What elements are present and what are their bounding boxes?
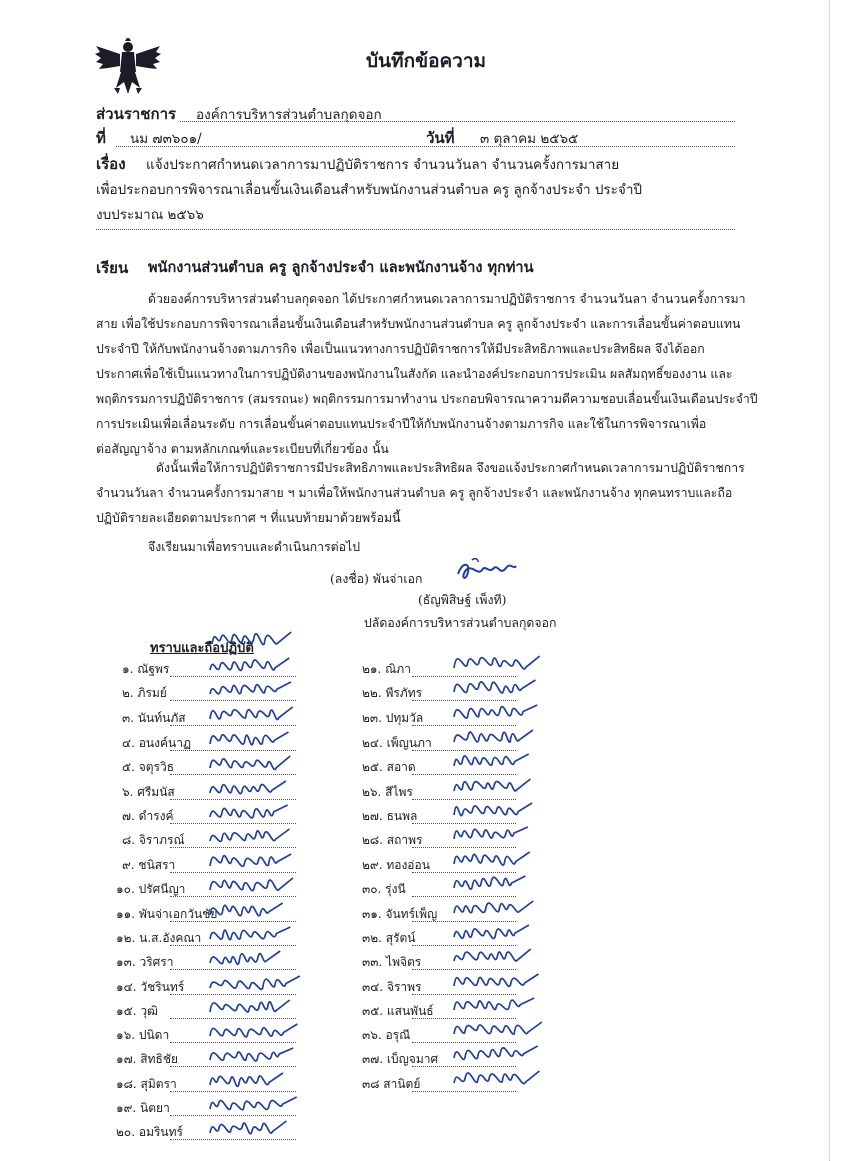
ref-number: นม ๗๓๖๐๑/	[130, 131, 202, 147]
signature-mark	[454, 754, 529, 766]
signed-prefix: (ลงชื่อ) พันจ่าเอก	[330, 572, 423, 586]
acknowledge-list-item: ๓๕. แสนพันธ์	[362, 1004, 434, 1018]
agency-name: องค์การบริหารส่วนตำบลกุดจอก	[196, 107, 382, 123]
signature-mark	[210, 732, 288, 745]
to-recipients: พนักงานส่วนตำบล ครู ลูกจ้างประจำ และพนักงานจ้าง ทุกท่าน	[148, 259, 534, 276]
acknowledge-list-item: ๒๖. สีไพร	[362, 785, 413, 799]
signature-mark	[454, 901, 533, 913]
signature-mark	[210, 682, 291, 694]
acknowledge-list-item: ๓๐. รุ่งนี	[362, 882, 406, 896]
acknowledge-list-item: ๒๔. เพ็ญนภา	[362, 736, 432, 750]
acknowledge-list-item: ๓๘ สานิตย์	[362, 1077, 421, 1091]
signer-name: (ธัญพิสิษฐ์ เพ็งที)	[418, 593, 507, 607]
paragraph-1-line: ต่อสัญญาจ้าง ตามหลักเกณฑ์และระเบียบที่เกี่ยวข้อง นั้น	[96, 442, 389, 456]
acknowledge-list-item: ๖. ศรีมนัส	[122, 785, 175, 799]
paragraph-1-line: ประจำปี ให้กับพนักงานจ้างตามภารกิจ เพื่อเป็นแนวทางการปฏิบัติราชการให้มีประสิทธิภาพและประสิทธิผล จึงได้ออก	[96, 342, 705, 356]
subject-line-1: แจ้งประกาศกำหนดเวลาการมาปฏิบัติราชการ จำนวนวันลา จำนวนครั้งการมาสาย	[146, 157, 620, 173]
signature-mark	[210, 1097, 297, 1110]
acknowledge-list-item: ๒๐. อมรินทร์	[116, 1125, 183, 1139]
acknowledge-list-item: ๒๓. ปทุมวัล	[362, 711, 424, 725]
signature-mark	[454, 974, 538, 986]
acknowledge-list-item: ๑๘. สุมิตรา	[116, 1077, 177, 1091]
acknowledge-list-item: ๑๐. ปรัศนีญา	[116, 882, 186, 896]
paragraph-1-line: ประกาศเพื่อใช้เป็นแนวทางในการปฏิบัติงานของพนักงานในสังกัด และนำองค์ประกอบการประเมิน ผลสัมฤทธิ์ของงาน และ	[96, 367, 733, 381]
signature-mark	[210, 658, 289, 670]
acknowledge-list-item: ๑๙. นิตยา	[116, 1101, 170, 1115]
acknowledge-list-item: ๒. ภิรมย์	[122, 686, 167, 700]
signature-mark	[210, 1024, 297, 1037]
acknowledge-list-item: ๕. จตุรวิธ	[122, 760, 175, 774]
signature-mark	[210, 707, 293, 720]
signature-mark	[454, 705, 537, 718]
signature-mark	[454, 925, 529, 939]
closing-text: จึงเรียนมาเพื่อทราบและดำเนินการต่อไป	[148, 540, 361, 554]
signature-mark	[210, 805, 288, 818]
acknowledge-list-item: ๔. อนงค์นาฏ	[122, 736, 192, 750]
acknowledge-list-item: ๗. ดำรงค์	[122, 809, 174, 823]
to-label: เรียน	[96, 259, 129, 277]
signature-mark	[210, 927, 290, 940]
signature-mark	[210, 976, 300, 989]
ref-label: ที่	[96, 129, 106, 147]
acknowledge-list-item: ๓๔. จิราพร	[362, 980, 422, 994]
paragraph-2-line: ปฏิบัติรายละเอียดตามประกาศ ฯ ที่แนบท้ายมาด้วยพร้อมนี้	[96, 511, 401, 525]
acknowledge-list-item: ๒๗. ธนพล	[362, 809, 418, 823]
acknowledge-list-item: ๓๗. เบ็ญจมาศ	[362, 1052, 439, 1066]
signature-mark	[454, 730, 533, 742]
signature-mark	[210, 829, 289, 841]
signature-mark	[454, 803, 532, 816]
acknowledge-list-item: ๑๔. วัชรินทร์	[116, 980, 185, 994]
signature-mark	[454, 1022, 542, 1034]
document-title: บันทึกข้อความ	[366, 50, 487, 72]
paragraph-2-line: ดังนั้นเพื่อให้การปฏิบัติราชการมีประสิทธิภาพและประสิทธิผล จึงขอแจ้งประกาศกำหนดเวลาการมาปฏิบัติราชการ	[156, 461, 745, 475]
acknowledge-list-item: ๓๑. จันทร์เพ็ญ	[362, 907, 438, 921]
acknowledge-list-item: ๑. ณัฐพร	[122, 662, 170, 676]
acknowledge-list-item: ๑๗. สิทธิชัย	[116, 1052, 179, 1066]
signature-mark	[212, 632, 291, 645]
signature-mark	[454, 779, 530, 791]
signature-mark	[210, 878, 293, 891]
date-value: ๓ ตุลาคม ๒๕๖๕	[480, 131, 579, 147]
agency-label: ส่วนราชการ	[96, 105, 177, 123]
acknowledge-list-item: ๒๘. สถาพร	[362, 833, 423, 847]
acknowledge-list-item: ๑๑. พันจ่าเอกวันชัย	[116, 907, 218, 921]
paragraph-1-line: ด้วยองค์การบริหารส่วนตำบลกุดจอก ได้ประกาศกำหนดเวลาการมาปฏิบัติราชการ จำนวนวันลา จำนวนครั้งการมา	[148, 292, 746, 306]
date-label: วันที่	[426, 129, 455, 147]
paragraph-1-line: สาย เพื่อใช้ประกอบการพิจารณาเลื่อนขั้นเงินเดือนสำหรับพนักงานส่วนตำบล ครู ลูกจ้างประจำ และการเลื่อนขั้นค่าตอบแทน	[96, 317, 741, 331]
acknowledge-list-item: ๑๓. วริศรา	[116, 955, 174, 969]
paragraph-1-line: พฤติกรรมการปฏิบัติราชการ (สมรรถนะ) พฤติกรรมการมาทำงาน ประกอบพิจารณาความดีความชอบเลื่อนขั้นเงินเดือนประจำปี	[96, 392, 758, 406]
paragraph-1-line: การประเมินเพื่อเลื่อนระดับ การเลื่อนขั้นค่าตอบแทนประจำปีให้กับพนักงานจ้างตามภารกิจ และใช้ในการพิจารณาเพื่อ	[96, 417, 707, 431]
signature-mark	[454, 1046, 538, 1059]
acknowledge-list-item: ๒๒. พีรภัทร	[362, 686, 423, 700]
paragraph-2-line: จำนวนวันลา จำนวนครั้งการมาสาย ฯ มาเพื่อให้พนักงานส่วนตำบล ครู ลูกจ้างประจำ และพนักงานจ้าง ทุกคนทราบและถือ	[96, 486, 733, 500]
signature-mark	[210, 854, 291, 866]
signature-mark	[454, 876, 525, 889]
signature-mark	[454, 852, 530, 865]
acknowledge-list-item: ๘. จิราภรณ์	[122, 833, 185, 847]
acknowledge-heading: ทราบและถือปฏิบัติ	[150, 641, 254, 656]
acknowledge-list-item: ๑๖. ปนิดา	[116, 1028, 170, 1042]
signer-position: ปลัดองค์การบริหารส่วนตำบลกุดจอก	[364, 616, 557, 630]
acknowledge-list-item: ๑๒. น.ส.อังคณา	[116, 931, 202, 945]
signature-mark	[454, 1071, 539, 1084]
signature-mark	[210, 903, 283, 916]
subject-line-3: งบประมาณ ๒๕๖๖	[96, 207, 204, 223]
signature-mark	[454, 680, 535, 693]
signature-mark	[210, 1000, 290, 1012]
acknowledge-list-item: ๒๑. ณิภา	[362, 662, 411, 676]
signature-mark	[210, 1073, 283, 1086]
signature-mark	[210, 756, 290, 770]
acknowledge-list-item: ๓๓. ไพจิตร	[362, 955, 422, 969]
acknowledge-list-item: ๑๕. วุฒิ	[116, 1004, 158, 1018]
signature-mark	[210, 1048, 293, 1061]
acknowledge-list-item: ๙. ชนิสรา	[122, 858, 176, 872]
acknowledge-list-item: ๓๒. สุรัตน์	[362, 931, 416, 945]
signature-mark	[210, 1121, 286, 1134]
signature-mark	[454, 949, 531, 961]
signature-mark	[210, 781, 286, 794]
signature-mark	[454, 656, 540, 669]
subject-line-2: เพื่อประกอบการพิจารณาเลื่อนขั้นเงินเดือนสำหรับพนักงานส่วนตำบล ครู ลูกจ้างประจำ ประจำปี	[96, 182, 642, 198]
signature-mark	[210, 951, 280, 964]
acknowledge-list-item: ๓๖. อรุณี	[362, 1028, 411, 1042]
signature-mark	[454, 827, 528, 839]
signature-mark	[454, 998, 534, 1010]
acknowledge-list-item: ๒๙. ทองอ่อน	[362, 858, 430, 872]
subject-label: เรื่อง	[96, 155, 126, 173]
acknowledge-list-item: ๓. นันท์นภัส	[122, 711, 186, 725]
acknowledge-list-item: ๒๕. สอาด	[362, 760, 416, 774]
